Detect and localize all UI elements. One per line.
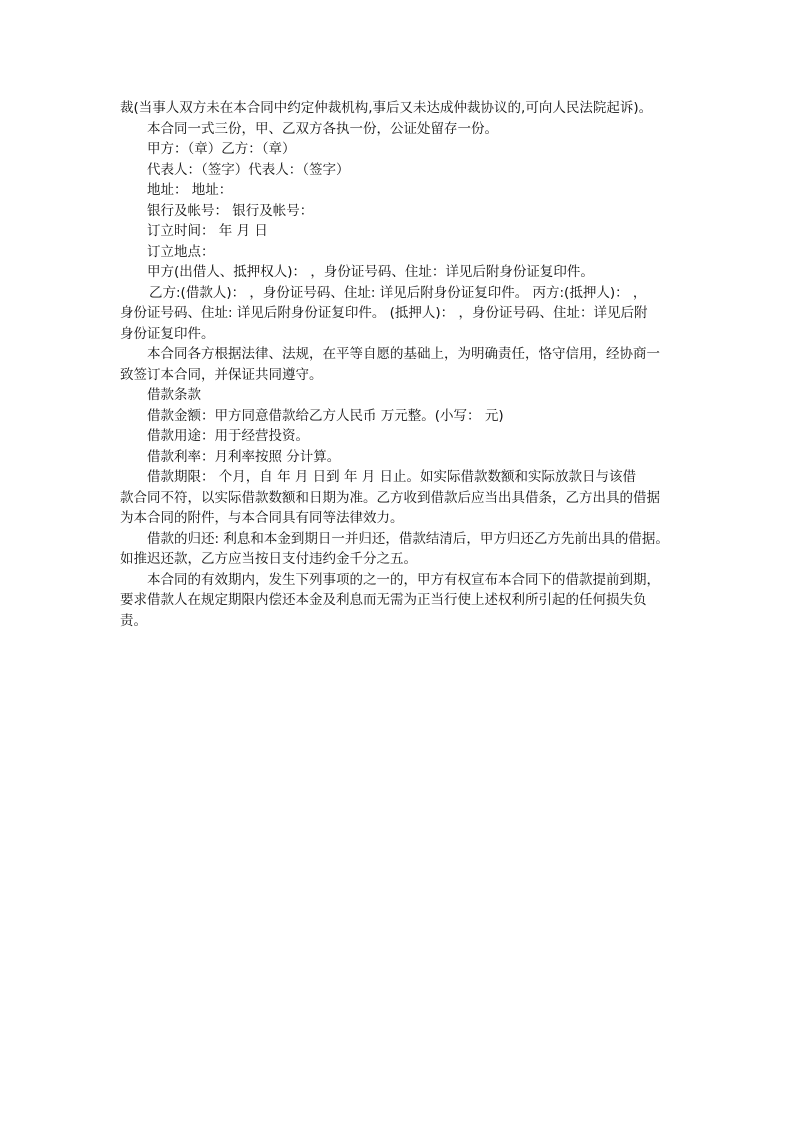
repayment-line: 借款的归还: 利息和本金到期日一并归还，借款结清后，甲方归还乙方先前出具的借据。: [147, 530, 669, 547]
text-line: 款合同不符，以实际借款数额和日期为准。乙方收到借款后应当出具借条，乙方出具的借据: [120, 489, 660, 506]
representative-line: 代表人：（签字）代表人：（签字）: [147, 161, 350, 178]
loan-rate-line: 借款利率：月利率按照 分计算。: [147, 448, 341, 465]
text-line: 身份证复印件。: [120, 325, 215, 342]
text-line: 致签订本合同，并保证共同遵守。: [120, 366, 323, 383]
bank-account-line: 银行及帐号： 银行及帐号：: [147, 202, 314, 219]
text-line: 本合同各方根据法律、法规，在平等自愿的基础上，为明确责任，恪守信用，经协商一: [147, 346, 660, 362]
text-line: 本合同一式三份，甲、乙双方各执一份，公证处留存一份。: [147, 120, 498, 137]
signature-party-line: 甲方：（章）乙方：（章）: [147, 141, 296, 157]
sign-date-line: 订立时间： 年 月 日: [147, 223, 268, 239]
text-line: 裁(当事人双方未在本合同中约定仲裁机构,事后又未达成仲裁协议的,可向人民法院起诉)。: [120, 100, 653, 116]
loan-amount-line: 借款金额：甲方同意借款给乙方人民币 万元整。(小写： 元): [147, 407, 504, 424]
section-heading: 借款条款: [147, 387, 201, 403]
text-line: 如推迟还款，乙方应当按日支付违约金千分之五。: [120, 551, 417, 567]
loan-purpose-line: 借款用途：用于经营投资。: [147, 428, 309, 444]
text-line: 本合同的有效期内，发生下列事项的之一的，甲方有权宣布本合同下的借款提前到期，: [147, 571, 660, 588]
borrower-line: 乙方:(借款人)： ，身份证号码、住址: 详见后附身份证复印件。 丙方:(抵押人)： ，: [149, 284, 647, 301]
sign-place-line: 订立地点：: [147, 243, 215, 260]
document-page: [120, 98, 690, 631]
text-line: 身份证号码、住址: 详见后附身份证复印件。 (抵押人)： ，身份证号码、住址：详见后附: [120, 305, 648, 321]
lender-line: 甲方(出借人、抵押权人)： ，身份证号码、住址：详见后附身份证复印件。: [147, 264, 594, 280]
address-line: 地址： 地址：: [147, 182, 233, 198]
text-line: 责。: [120, 612, 147, 629]
text-line: 为本合同的附件，与本合同具有同等法律效力。: [120, 510, 404, 526]
text-line: 要求借款人在规定期限内偿还本金及利息而无需为正当行使上述权利所引起的任何损失负: [120, 592, 647, 608]
loan-term-line: 借款期限： 个月，自 年 月 日到 年 月 日止。如实际借款数额和实际放款日与该借: [147, 469, 637, 485]
